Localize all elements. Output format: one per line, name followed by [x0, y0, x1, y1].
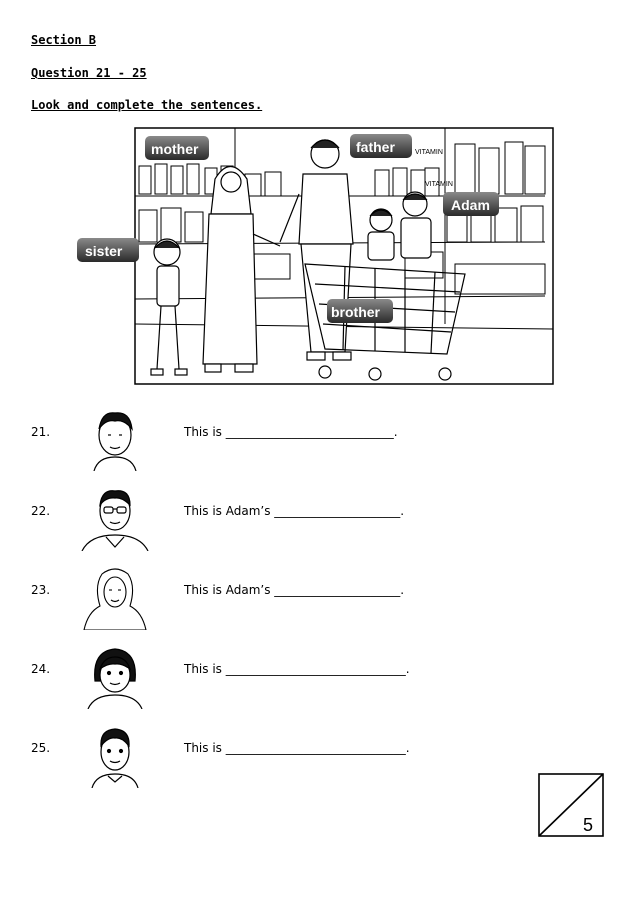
question-range: Question 21 - 25 — [31, 66, 147, 80]
question-23-text: This is Adam’s _____________________. — [184, 583, 405, 597]
shop-sign-vitamin-2: VITAMIN — [425, 181, 453, 188]
boy-face-drawing — [80, 724, 150, 788]
label-sister: sister — [85, 243, 123, 259]
question-24-number: 24. — [31, 662, 51, 676]
question-23-number: 23. — [31, 583, 51, 597]
question-24-text: This is ______________________________. — [184, 662, 410, 676]
supermarket-family-illustration — [75, 124, 555, 386]
score-box — [538, 773, 604, 837]
father-face-drawing — [80, 407, 150, 471]
label-father: father — [356, 139, 395, 155]
question-21-number: 21. — [31, 425, 51, 439]
question-22-number: 22. — [31, 504, 51, 518]
section-title: Section B — [31, 33, 97, 47]
girl-face-drawing — [80, 645, 150, 709]
shop-sign-vitamin-1: VITAMIN — [415, 149, 443, 156]
question-25-text: This is ______________________________. — [184, 741, 410, 755]
score-total-marks: 5 — [583, 815, 594, 835]
label-adam: Adam — [451, 197, 490, 213]
woman-in-headscarf-face-drawing — [80, 566, 150, 630]
instruction-text: Look and complete the sentences. — [31, 98, 263, 112]
label-brother: brother — [331, 304, 380, 320]
question-21-text: This is ____________________________. — [184, 425, 398, 439]
man-with-glasses-face-drawing — [80, 487, 150, 551]
label-mother: mother — [151, 141, 199, 157]
question-25-number: 25. — [31, 741, 51, 755]
question-22-text: This is Adam’s _____________________. — [184, 504, 405, 518]
